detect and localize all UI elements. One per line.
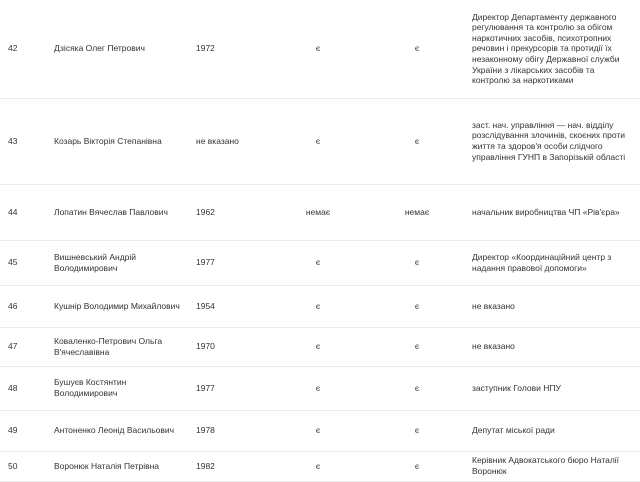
birth-year: не вказано: [194, 98, 274, 184]
status-a: є: [274, 0, 362, 98]
status-b: є: [362, 240, 472, 285]
birth-year: 1978: [194, 410, 274, 451]
position: заступник Голови НПУ: [472, 366, 640, 410]
position: заст. нач. управління — нач. відділу розслідування злочинів, скоєних проти життя та здоров'я особи слідчого управління ГУНП в Запорізькій області: [472, 98, 640, 184]
birth-year: 1954: [194, 285, 274, 327]
table-row: [0, 184, 640, 240]
status-a: є: [274, 410, 362, 451]
row-number: 47: [0, 327, 54, 366]
status-b: немає: [362, 184, 472, 240]
table-row: [0, 451, 640, 481]
table-row: [0, 366, 640, 410]
status-b: є: [362, 327, 472, 366]
status-a: є: [274, 451, 362, 481]
table-row: [0, 240, 640, 285]
birth-year: 1977: [194, 240, 274, 285]
person-name: Дзісяка Олег Петрович: [54, 0, 194, 98]
status-a: є: [274, 285, 362, 327]
status-a: є: [274, 327, 362, 366]
birth-year: 1972: [194, 0, 274, 98]
row-number: 43: [0, 98, 54, 184]
status-b: є: [362, 366, 472, 410]
table-row: [0, 0, 640, 98]
birth-year: 1962: [194, 184, 274, 240]
position: начальник виробництва ЧП «Рів'єра»: [472, 184, 640, 240]
person-name: Кушнір Володимир Михайлович: [54, 285, 194, 327]
status-a: є: [274, 98, 362, 184]
table-row: [0, 285, 640, 327]
status-b: є: [362, 0, 472, 98]
status-b: є: [362, 285, 472, 327]
person-name: Воронюк Наталія Петрівна: [54, 451, 194, 481]
position: не вказано: [472, 327, 640, 366]
status-b: є: [362, 410, 472, 451]
status-a: є: [274, 366, 362, 410]
position: Директор «Координаційний центр з надання правової допомоги»: [472, 240, 640, 285]
position: Керівник Адвокатського бюро Наталії Воронюк: [472, 451, 640, 481]
status-a: є: [274, 240, 362, 285]
person-name: Антоненко Леонід Васильович: [54, 410, 194, 451]
birth-year: 1970: [194, 327, 274, 366]
table-row: [0, 410, 640, 451]
table-row: [0, 327, 640, 366]
position: Депутат міської ради: [472, 410, 640, 451]
row-number: 45: [0, 240, 54, 285]
status-a: немає: [274, 184, 362, 240]
row-number: 48: [0, 366, 54, 410]
row-number: 46: [0, 285, 54, 327]
person-name: Бушуєв Костянтин Володимирович: [54, 366, 194, 410]
row-number: 42: [0, 0, 54, 98]
person-name: Коваленко-Петрович Ольга В'ячеславівна: [54, 327, 194, 366]
status-b: є: [362, 98, 472, 184]
person-name: Лопатин Вячеслав Павлович: [54, 184, 194, 240]
position: Директор Департаменту державного регулювання та контролю за обігом наркотичних засобів, психотропних речовин і прекурсорів та протидії їх незаконному обігу Державної служби України з лікарських засобів та контролю за наркотиками: [472, 0, 640, 98]
row-number: 49: [0, 410, 54, 451]
person-name: Вишневський Андрій Володимирович: [54, 240, 194, 285]
position: не вказано: [472, 285, 640, 327]
status-b: є: [362, 451, 472, 481]
birth-year: 1977: [194, 366, 274, 410]
person-name: Козарь Вікторія Степанівна: [54, 98, 194, 184]
row-number: 50: [0, 451, 54, 481]
row-number: 44: [0, 184, 54, 240]
birth-year: 1982: [194, 451, 274, 481]
table-row: [0, 98, 640, 184]
